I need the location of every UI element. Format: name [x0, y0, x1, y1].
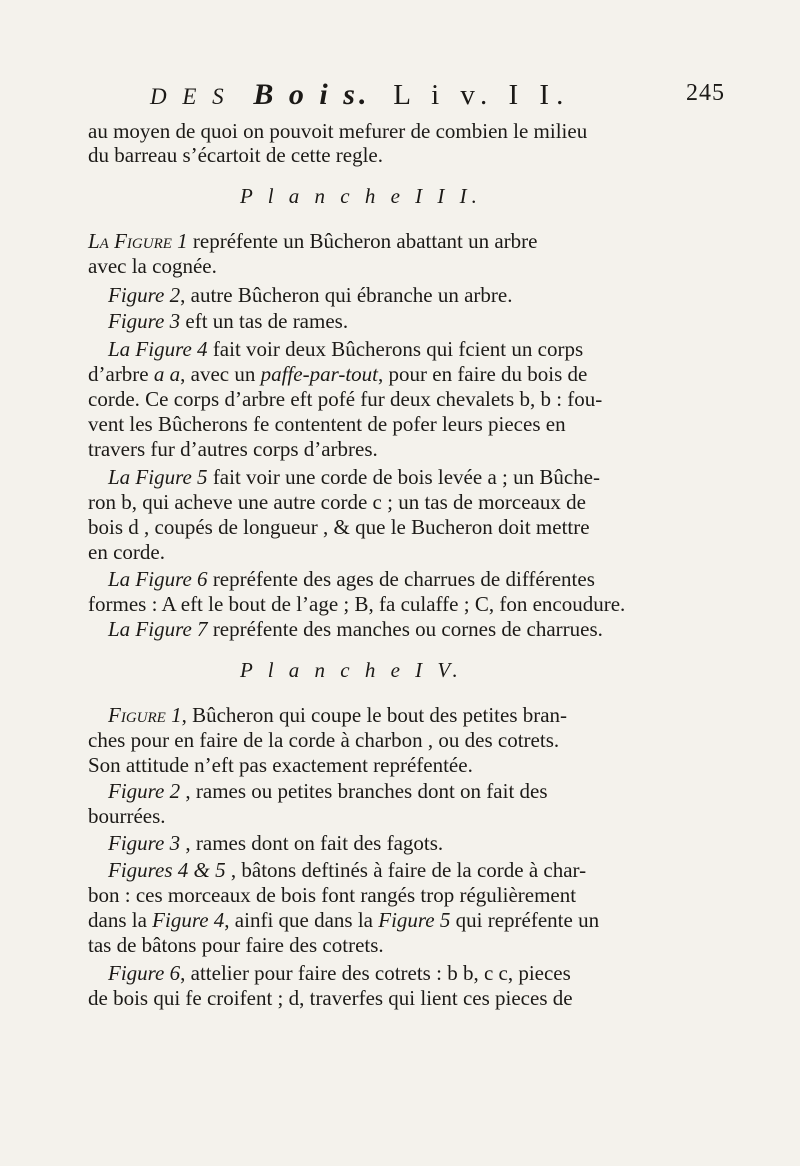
text-line — [108, 308, 348, 334]
line-text: repréfente des ages de charrues de différentes — [207, 567, 595, 591]
page-number: 245 — [686, 80, 725, 106]
figure-ref: Figure 3 — [108, 309, 181, 333]
text-line: bourrées. — [88, 804, 166, 828]
text-line: ches pour en faire de la corde à charbon , ou des cotrets. — [88, 728, 560, 752]
line-text: qui repréfente un — [450, 908, 600, 932]
text-line: vent les Bûcherons fe contentent de pofer leurs pieces en — [88, 412, 566, 436]
line-text: dans la — [88, 908, 153, 932]
text-line — [108, 960, 571, 986]
line-text: , ainfi que dans la — [224, 908, 379, 932]
text-line — [108, 778, 548, 804]
text-line: ron b, qui acheve une autre corde c ; un tas de morceaux de — [88, 490, 586, 514]
figure-ref: Figure 2 — [108, 779, 181, 803]
figure-ref: Figure 3 — [108, 831, 181, 855]
text-line — [108, 464, 600, 490]
plate-heading-3: P l a n c h e I I I. — [240, 184, 482, 208]
text-line: avec la cognée. — [88, 254, 217, 278]
text-line — [108, 566, 595, 592]
figure-ref: La Figure 7 — [108, 617, 208, 641]
text-line: tas de bâtons pour faire des cotrets. — [88, 933, 384, 957]
line-text: , avec un — [180, 362, 261, 386]
line-text: , pour en faire du bois de — [378, 362, 588, 386]
line-text: , bâtons deftinés à faire de la corde à char- — [225, 858, 587, 882]
line-text: d’arbre — [88, 362, 154, 386]
text-line — [88, 228, 538, 254]
figure-ref: La Figure 4 — [108, 337, 208, 361]
tool-name: paffe-par-tout — [260, 362, 378, 386]
figure-ref: Figure 6 — [108, 961, 181, 985]
text-line — [108, 616, 603, 642]
figure-ref: Figures 4 & 5 — [108, 858, 226, 882]
text-line — [108, 702, 567, 728]
letter-ref: a a — [153, 362, 181, 386]
text-line: bois d , coupés de longueur , & que le Bucheron doit mettre — [88, 515, 590, 539]
text-line: Son attitude n’eft pas exactement repréfentée. — [88, 753, 473, 777]
text-line: corde. Ce corps d’arbre eft pofé fur deux chevalets b, b : fou- — [88, 387, 603, 411]
text-line: de bois qui fe croifent ; d, traverfes qui lient ces pieces de — [88, 986, 573, 1010]
line-text: repréfente un Bûcheron abattant un arbre — [187, 229, 538, 253]
line-text: repréfente des manches ou cornes de charrues. — [207, 617, 603, 641]
text-line: au moyen de quoi on pouvoit mefurer de combien le milieu — [88, 119, 588, 143]
figure-ref: Figure 4 — [152, 908, 225, 932]
text-line: en corde. — [88, 540, 165, 564]
text-line — [88, 907, 599, 933]
text-line: formes : A eft le bout de l’age ; B, fa culaffe ; C, fon encoudure. — [88, 592, 626, 616]
plate-heading-4: P l a n c h e I V. — [240, 658, 463, 682]
text-line — [88, 361, 587, 387]
running-head-bois: B o i s. — [253, 78, 371, 111]
text-line — [108, 282, 513, 308]
text-line — [108, 830, 443, 856]
line-text: , rames ou petites branches dont on fait des — [180, 779, 548, 803]
figure-ref: La Figure 6 — [108, 567, 208, 591]
running-head — [150, 78, 570, 112]
line-text: eft un tas de rames. — [180, 309, 349, 333]
running-head-livre: L i v. I I. — [393, 79, 571, 111]
figure-ref: Figure 1 — [108, 703, 182, 727]
line-text: fait voir une corde de bois levée a ; un Bûche- — [207, 465, 600, 489]
text-line: travers fur d’autres corps d’arbres. — [88, 437, 378, 461]
figure-ref: La Figure 1 — [88, 229, 188, 253]
line-text: , Bûcheron qui coupe le bout des petites bran- — [181, 703, 568, 727]
text-line — [108, 857, 586, 883]
text-line — [108, 336, 583, 362]
line-text: fait voir deux Bûcherons qui fcient un corps — [207, 337, 584, 361]
line-text: , attelier pour faire des cotrets : b b, c c, pieces — [180, 961, 571, 985]
text-line: du barreau s’écartoit de cette regle. — [88, 143, 383, 167]
line-text: , autre Bûcheron qui ébranche un arbre. — [180, 283, 513, 307]
running-head-des: D E S — [150, 84, 229, 109]
text-line: bon : ces morceaux de bois font rangés trop régulièrement — [88, 883, 577, 907]
figure-ref: Figure 2 — [108, 283, 181, 307]
figure-ref: La Figure 5 — [108, 465, 208, 489]
figure-ref: Figure 5 — [378, 908, 451, 932]
line-text: , rames dont on fait des fagots. — [180, 831, 444, 855]
